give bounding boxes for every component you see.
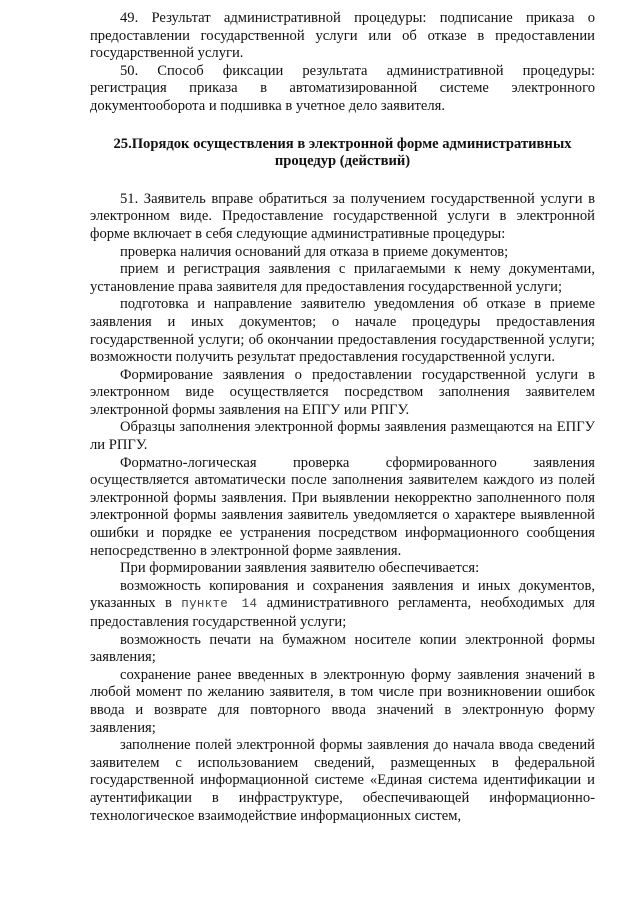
paragraph-reception: прием и регистрация заявления с прилагаемыми к нему документами, установление права заявителя для предоставления государственной услуги; (90, 261, 595, 295)
copy-save-text-before: возможность копирования и сохранения заявления и иных документов, указанных в (90, 577, 595, 612)
paragraph-49: 49. Результат административной процедуры: подписание приказа о предоставлении государственной услуги или об отказе в предоставлении государственной услуги. (90, 10, 595, 62)
paragraph-samples: Образцы заполнения электронной формы заявления размещаются на ЕПГУ ли РПГУ. (90, 419, 595, 454)
section-heading-line-2: процедур (действий) (274, 153, 411, 170)
paragraph-format-check: Форматно-логическая проверка сформированного заявления осуществляется автоматически после заполнения заявителем каждого из полей электронной формы заявления. При выявлении некорректно заполненного поля электронной формы заявления заявитель уведомляется о характере выявленной ошибки и порядке ее устранения посредством информационного сообщения непосредственно в электронной форме заявления. (90, 454, 595, 559)
paragraph-provided: При формировании заявления заявителю обеспечивается: (120, 560, 480, 577)
section-heading-line-1: 25.Порядок осуществления в электронной форме административных (113, 135, 572, 152)
paragraph-51: 51. Заявитель вправе обратиться за получением государственной услуги в электронном виде. Предоставление государственной услуги в электронной форме включает в себя следующие административные процедуры: (90, 190, 595, 242)
document-page (90, 10, 595, 825)
paragraph-copy-save (90, 578, 595, 632)
paragraph-notification: подготовка и направление заявителю уведомления об отказе в приеме заявления и иных документов; о начале процедуры предоставления государственной услуги; об окончании предоставления государственной услуги; возможности получить результат предоставления государственной услуги. (90, 296, 595, 366)
paragraph-print: возможность печати на бумажном носителе копии электронной формы заявления; (90, 631, 595, 666)
section-heading (90, 136, 595, 171)
paragraph-autofill: заполнение полей электронной формы заявления до начала ввода сведений заявителем с использованием сведений, размещенных в федеральной государственной информационной системе «Единая система идентификации и аутентификации в инфраструктуре, обеспечивающей информационно-технологическое взаимодействие информационных систем, (90, 737, 595, 824)
paragraph-check-grounds: проверка наличия оснований для отказа в приеме документов; (120, 243, 509, 260)
clause-14-link[interactable]: пункте 14 (181, 597, 258, 612)
paragraph-50: 50. Способ фиксации результата административной процедуры: регистрация приказа в автоматизированной системе электронного документооборота и подшивка в учетное дело заявителя. (90, 62, 595, 114)
paragraph-save-values: сохранение ранее введенных в электронную форму заявления значений в любой момент по желанию заявителя, в том числе при возникновении ошибок ввода и возврате для повторного ввода значений в электронную форму заявления; (90, 666, 595, 736)
paragraph-form-creation: Формирование заявления о предоставлении государственной услуги в электронном виде осуществляется посредством заполнения заявителем электронной формы заявления на ЕПГУ или РПГУ. (90, 366, 595, 418)
copy-save-text-after: административного регламента, необходимых для предоставления государственной услуги; (90, 595, 595, 630)
